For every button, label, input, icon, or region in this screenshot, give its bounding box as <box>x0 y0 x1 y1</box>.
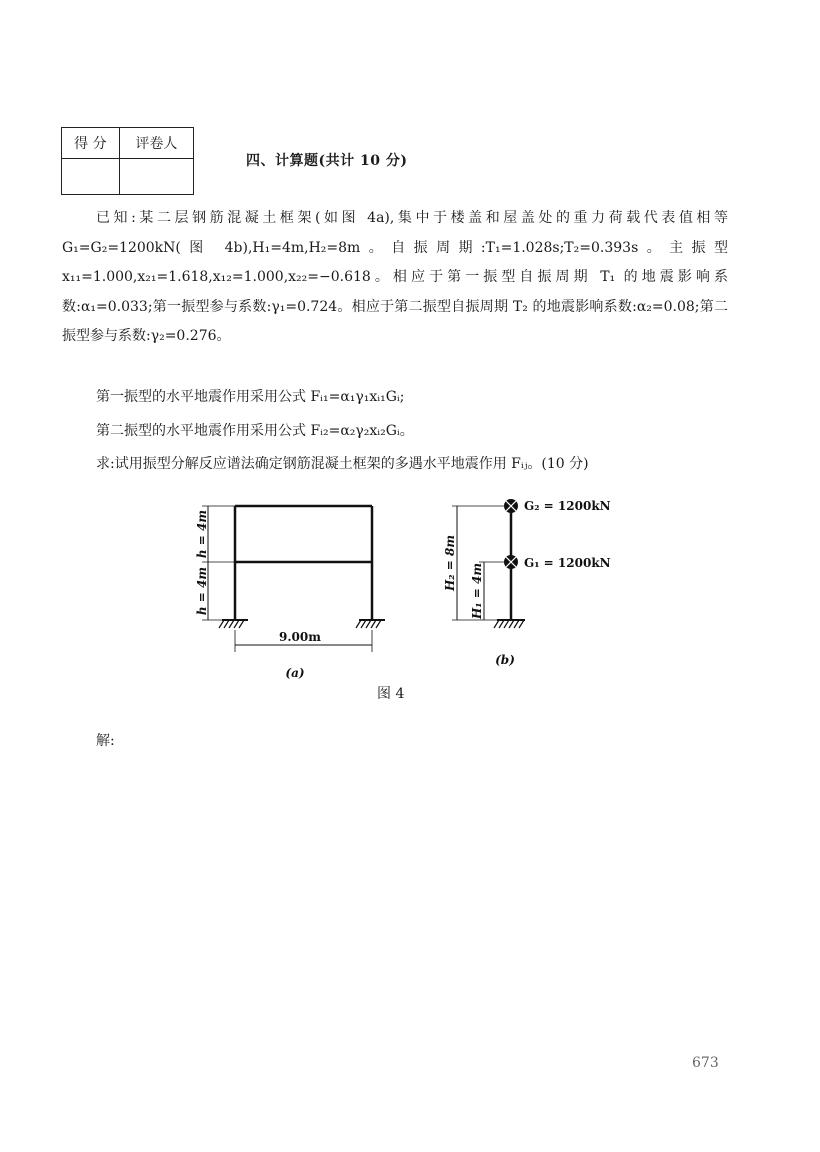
frame-a-span: 9.00m <box>279 630 321 644</box>
frame-a-h-lower: h = 4m <box>195 566 209 616</box>
figure-caption: 图 4 <box>377 686 405 702</box>
score-header: 得 分 <box>62 128 120 159</box>
height-H1-label: H₁ = 4m <box>470 562 484 620</box>
frame-a-h-upper: h = 4m <box>195 509 209 559</box>
grader-header: 评卷人 <box>119 128 193 159</box>
frame-a-label: (a) <box>285 666 305 680</box>
score-table <box>61 127 194 195</box>
grader-cell[interactable] <box>119 159 193 195</box>
question-line: 求:试用振型分解反应谱法确定钢筋混凝土框架的多遇水平地震作用 Fᵢⱼ。(10 分) <box>96 456 589 472</box>
formula-mode-2: 第二振型的水平地震作用采用公式 Fᵢ₂=α₂γ₂xᵢ₂Gᵢ。 <box>96 423 414 439</box>
figure-4 <box>0 490 820 685</box>
page-number: 673 <box>692 1055 719 1071</box>
formula-mode-1: 第一振型的水平地震作用采用公式 Fᵢ₁=α₁γ₁xᵢ₁Gᵢ; <box>96 389 405 405</box>
score-cell[interactable] <box>62 159 120 195</box>
mass-g1-label: G₁ = 1200kN <box>524 556 611 570</box>
height-H2-label: H₂ = 8m <box>443 534 457 592</box>
solution-label: 解: <box>96 733 115 749</box>
section-title: 四、计算题(共计 10 分) <box>246 153 408 169</box>
mass-g2-label: G₂ = 1200kN <box>524 499 611 513</box>
mass-g2-icon <box>504 499 518 513</box>
mass-g1-icon <box>504 555 518 569</box>
problem-paragraph: 已知:某二层钢筋混凝土框架(如图 4a),集中于楼盖和屋盖处的重力荷载代表值相等 G₁=G₂=1200kN(图 4b),H₁=4m,H₂=8m。自振周期:T₁=1.028s;T₂=0.393s。主振型 x₁₁=1.000,x₂₁=1.618,x₁₂=1.000,x₂₂=−0.618。相应于第一振型自振周期 T₁ 的地震影响系数:α₁=0.033;第一振型参与系数:γ₁=0.724。相应于第二振型自振周期 T₂ 的地震影响系数:α₂=0.08;第二振型参与系数:γ₂=0.276。 <box>62 210 728 344</box>
model-b-label: (b) <box>495 653 515 667</box>
